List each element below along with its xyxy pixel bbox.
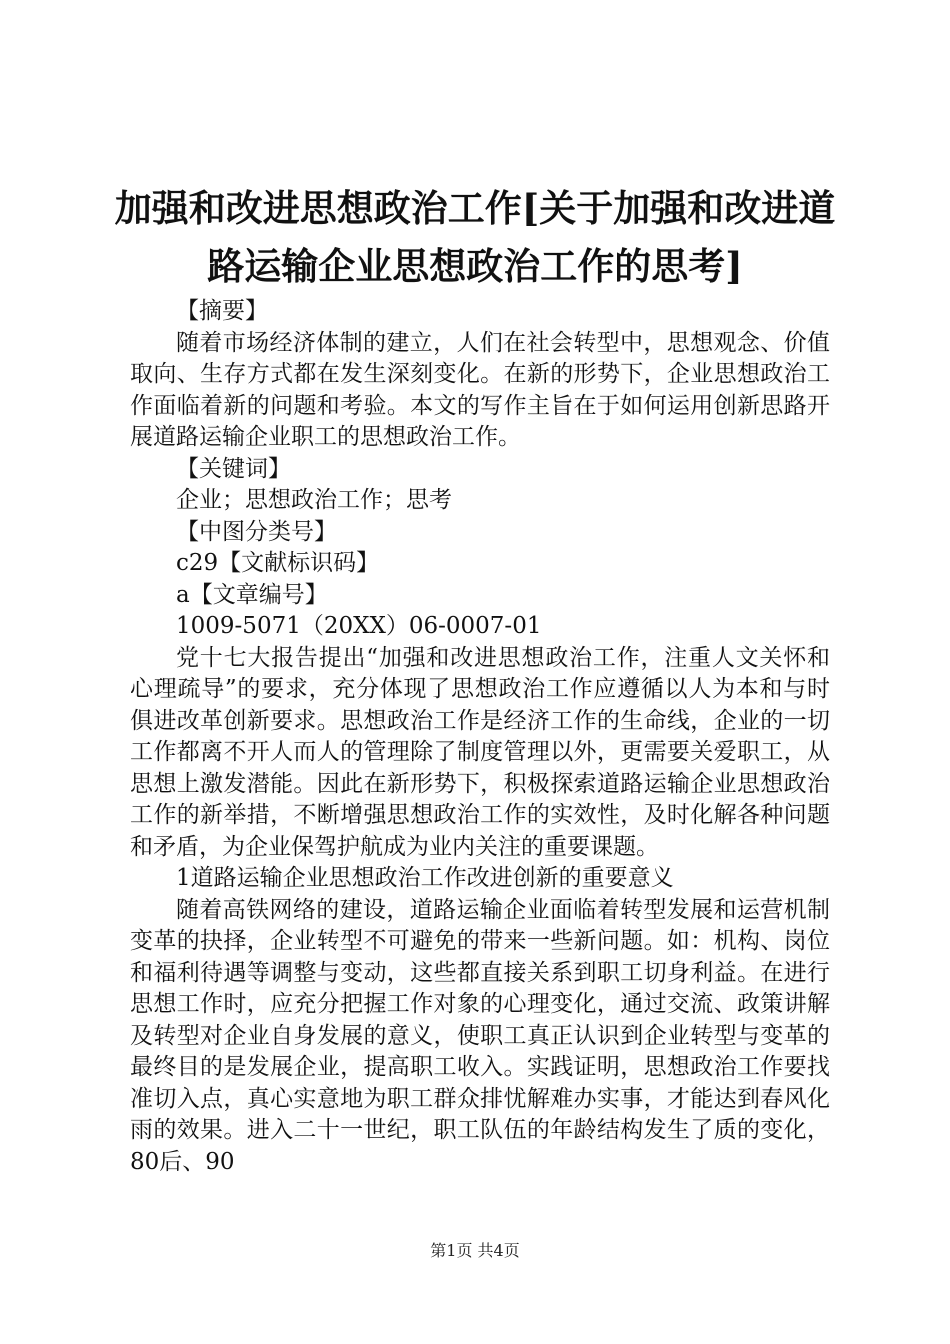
keywords-text: 企业；思想政治工作；思考 [176,487,452,513]
document-title-line-2: 路运输企业思想政治工作的思考] [207,244,743,288]
abstract-paragraph: 随着市场经济体制的建立，人们在社会转型中，思想观念、价值取向、生存方式都在发生深刻变化。在新的形势下，企业思想政治工作面临着新的问题和考验。本文的写作主旨在于如何运用创新思路开展道路运输企业职工的思想政治工作。 [130,329,830,450]
section-1-paragraph: 随着高铁网络的建设，道路运输企业面临着转型发展和运营机制变革的抉择，企业转型不可避免的带来一些新问题。如：机构、岗位和福利待遇等调整与变动，这些都直接关系到职工切身利益。在进行思想工作时，应充分把握工作对象的心理变化，通过交流、政策讲解及转型对企业自身发展的意义，使职工真正认识到企业转型与变革的最终目的是发展企业，提高职工收入。实践证明，思想政治工作要找准切入点，真心实意地为职工群众排忧解难办实事，才能达到春风化雨的效果。进入二十一世纪，职工队伍的年龄结构发生了质的变化，80后、90 [130,896,830,1175]
doc-code-line: a【文章编号】 [176,581,328,608]
article-number: 1009-5071（20XX）06-0007-01 [176,613,542,639]
clc-label: 【中图分类号】 [176,518,337,545]
document-title-line-1: 加强和改进思想政治工作[关于加强和改进道 [114,186,836,230]
intro-paragraph: 党十七大报告提出“加强和改进思想政治工作，注重人文关怀和心理疏导”的要求，充分体现了思想政治工作应遵循以人为本和与时俱进改革创新要求。思想政治工作是经济工作的生命线，企业的一切工作都离不开人而人的管理除了制度管理以外，更需要关爱职工，从思想上激发潜能。因此在新形势下，积极探索道路运输企业思想政治工作的新举措，不断增强思想政治工作的实效性，及时化解各种问题和矛盾，为企业保驾护航成为业内关注的重要课题。 [130,644,830,860]
clc-line: c29【文献标识码】 [176,550,380,576]
abstract-label: 【摘要】 [176,298,268,324]
page-footer: 第1页 共4页 [430,1241,520,1260]
section-heading-1: 1道路运输企业思想政治工作改进创新的重要意义 [176,865,674,891]
document-body [130,296,830,1178]
keywords-label: 【关键词】 [176,455,291,482]
